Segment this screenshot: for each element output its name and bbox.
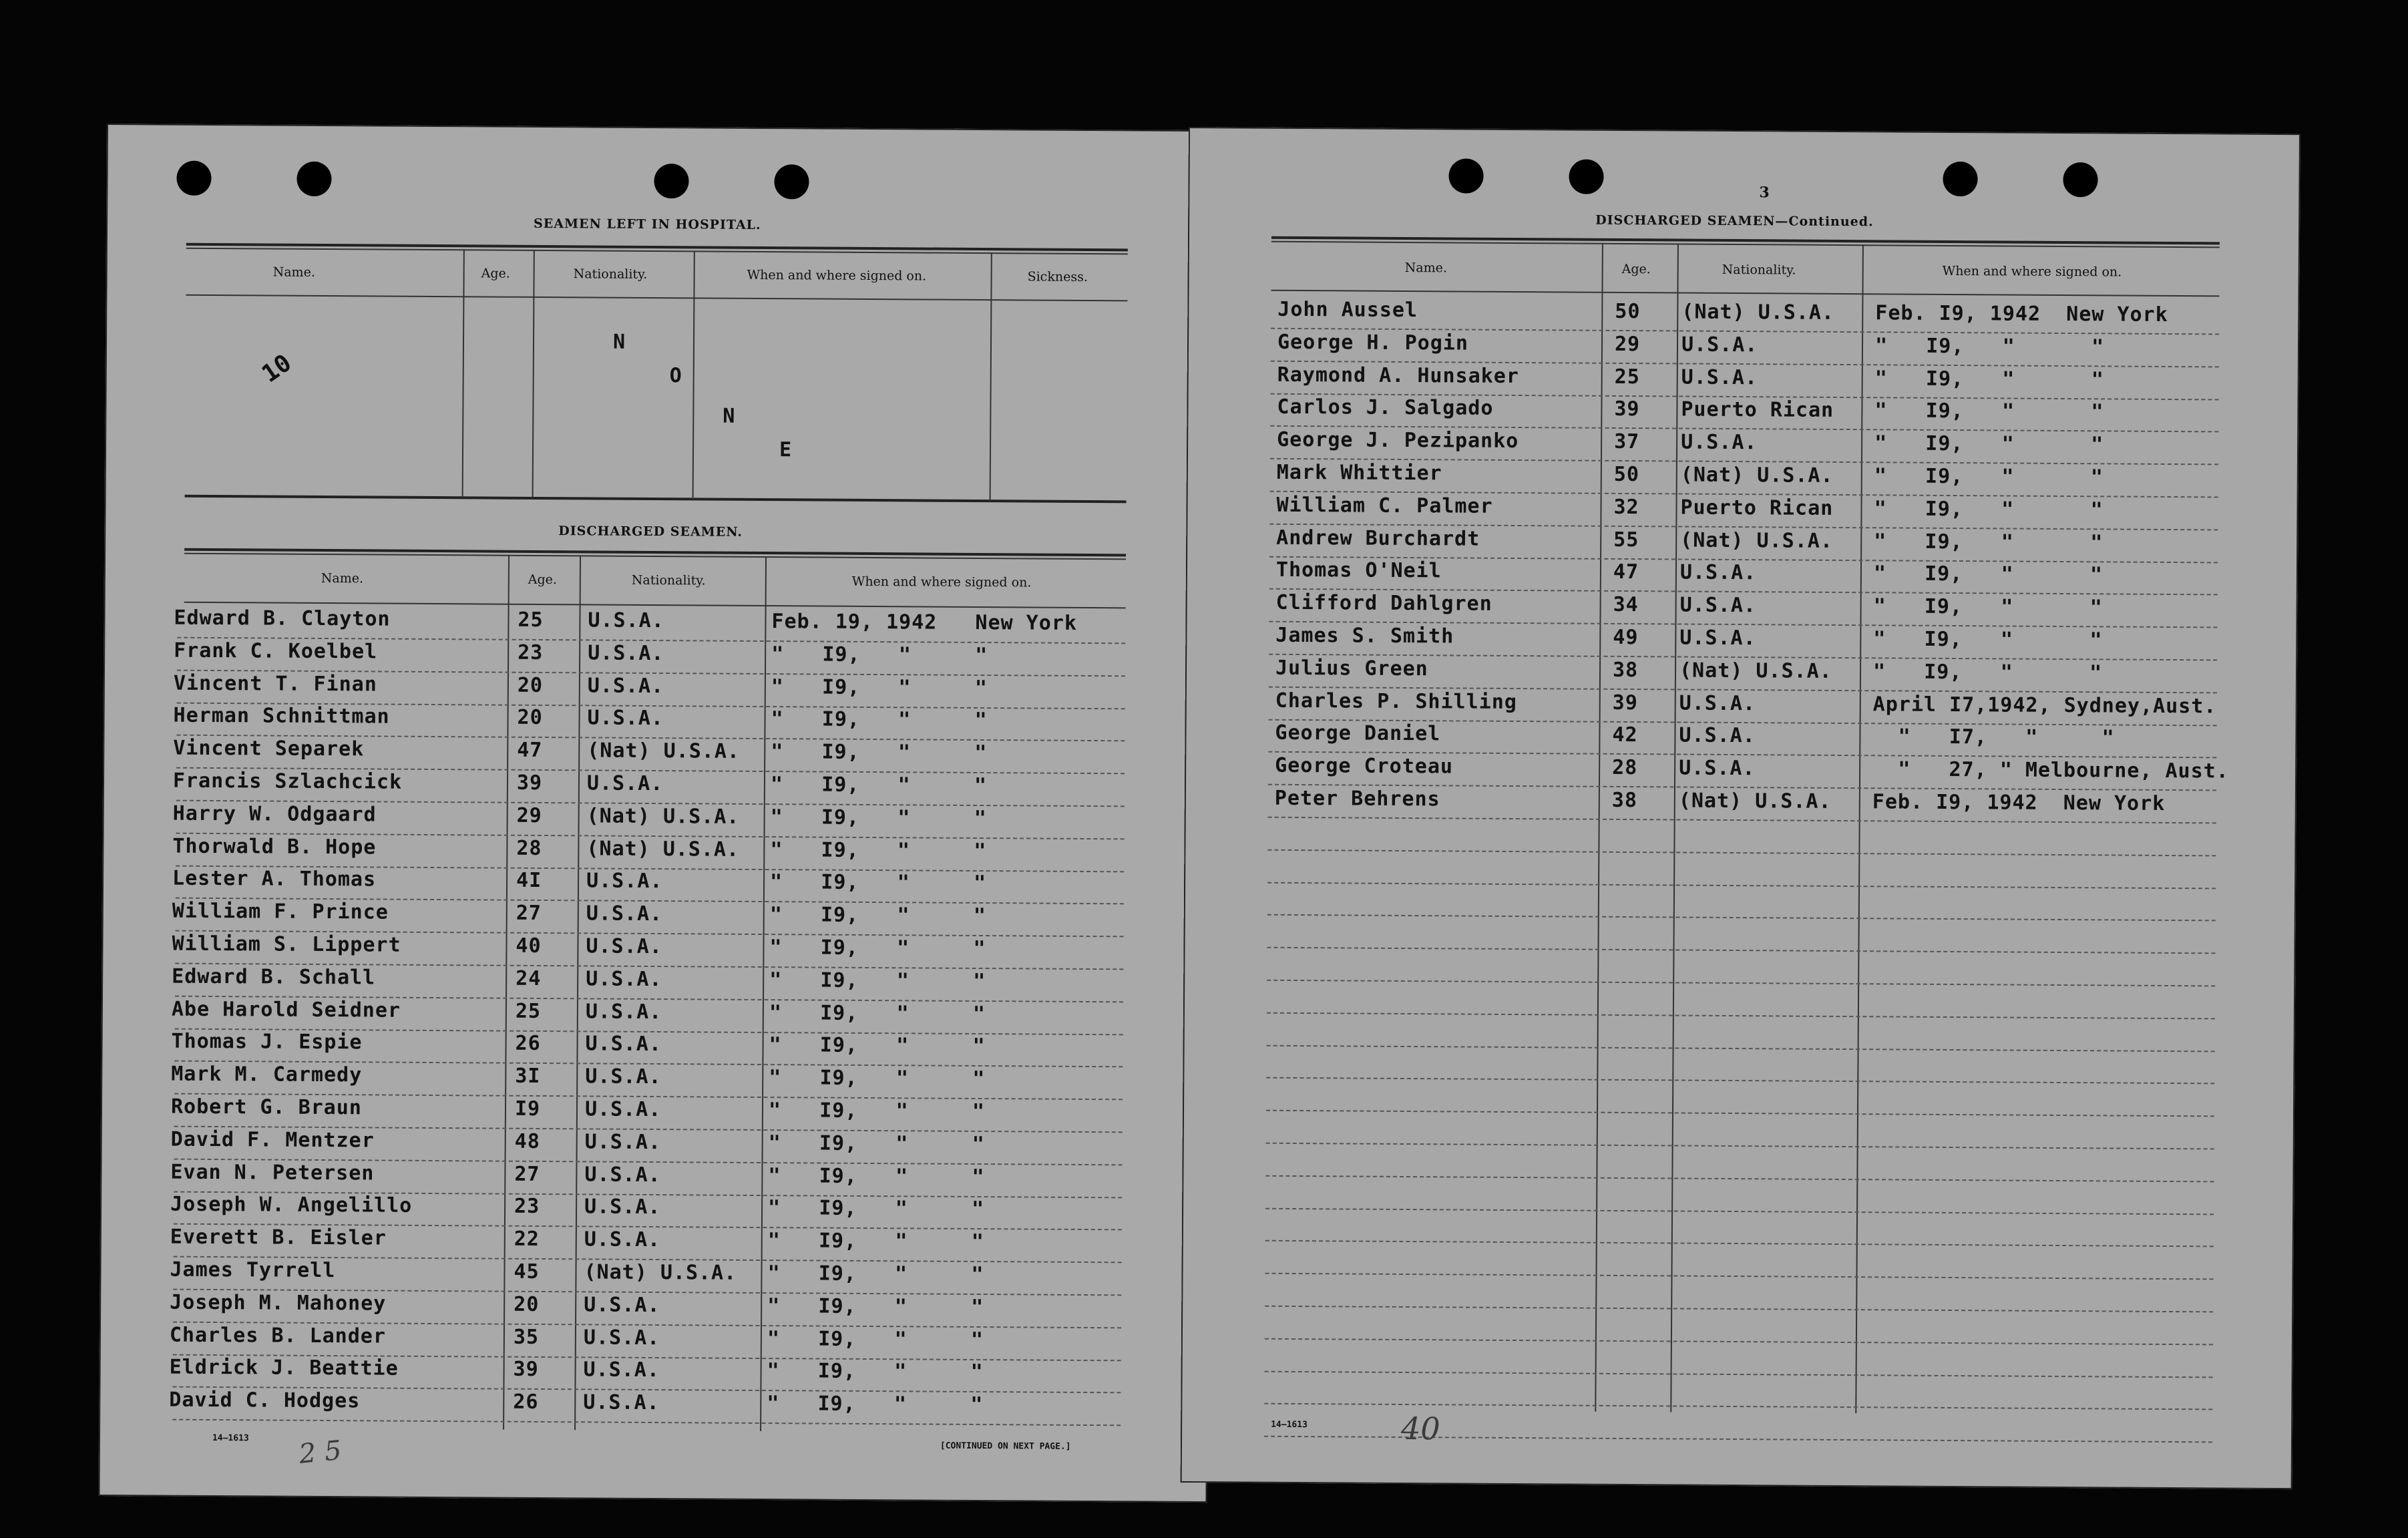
seaman-signed-on: " I9, " "	[767, 1196, 985, 1221]
seaman-age: 24	[516, 966, 542, 990]
seaman-nationality: (Nat) U.S.A.	[584, 1260, 737, 1285]
seaman-nationality: U.S.A.	[586, 934, 662, 959]
seaman-signed-on: " I9, " "	[770, 773, 988, 798]
table-rule	[185, 495, 1127, 504]
seaman-age: 28	[516, 836, 542, 860]
row-rule	[1265, 1370, 2213, 1378]
seaman-nationality: U.S.A.	[583, 1390, 660, 1415]
seaman-nationality: Puerto Rican	[1680, 496, 1834, 520]
column-divider	[990, 252, 992, 501]
row-rule	[1266, 1110, 2214, 1117]
seaman-age: 4I	[516, 869, 542, 893]
col-signed-on: When and where signed on.	[851, 574, 1032, 590]
punch-hole	[176, 161, 211, 196]
seaman-name: Charles P. Shilling	[1275, 689, 1518, 714]
col-age: Age.	[481, 266, 510, 281]
seaman-signed-on: April I7,1942, Sydney,Aust.	[1872, 692, 2217, 719]
seaman-nationality: U.S.A.	[1679, 723, 1756, 748]
right-page	[1181, 127, 2300, 1489]
row-rule	[1266, 1077, 2214, 1085]
seaman-name: James S. Smith	[1275, 623, 1454, 648]
seaman-signed-on: " I9, " "	[769, 1033, 986, 1059]
seaman-nationality: U.S.A.	[587, 706, 664, 731]
stamp-letter: N	[612, 330, 626, 354]
seaman-signed-on: " I9, " "	[1874, 529, 2103, 554]
seaman-age: 34	[1613, 593, 1639, 617]
stamp-letter: N	[723, 404, 735, 428]
seaman-name: William C. Palmer	[1276, 493, 1493, 518]
seaman-signed-on: " I9, " "	[1873, 562, 2103, 587]
seaman-name: John Aussel	[1277, 297, 1418, 323]
seaman-age: 47	[1613, 560, 1639, 584]
seaman-nationality: U.S.A.	[1679, 691, 1756, 715]
column-divider	[692, 250, 695, 499]
seaman-age: 20	[514, 1292, 540, 1316]
column-divider	[462, 249, 465, 498]
punch-hole	[1569, 159, 1603, 194]
handwritten-note: 2 5	[297, 1434, 343, 1471]
seaman-nationality: Puerto Rican	[1681, 397, 1834, 423]
seaman-age: 20	[517, 673, 544, 697]
seaman-name: Frank C. Koelbel	[174, 638, 378, 664]
left-page	[98, 124, 1215, 1503]
seaman-nationality: (Nat) U.S.A.	[1680, 463, 1834, 488]
seaman-nationality: U.S.A.	[586, 869, 663, 894]
seaman-name: Thomas J. Espie	[171, 1030, 363, 1054]
seaman-name: George Daniel	[1275, 721, 1441, 746]
seaman-signed-on: " I9, " "	[1874, 334, 2105, 359]
row-rule	[1265, 1240, 2214, 1247]
row-rule	[1267, 947, 2215, 954]
seaman-nationality: U.S.A.	[584, 1130, 662, 1154]
handwritten-note: 40	[1400, 1410, 1440, 1447]
continued-note: [CONTINUED ON NEXT PAGE.]	[940, 1440, 1071, 1452]
seaman-nationality: U.S.A.	[584, 1162, 661, 1187]
seaman-age: 28	[1612, 756, 1638, 780]
seaman-age: 25	[515, 999, 542, 1023]
seaman-signed-on: " I9, " "	[1874, 431, 2104, 457]
seaman-nationality: U.S.A.	[583, 1358, 660, 1382]
column-divider	[532, 250, 535, 498]
seaman-signed-on: " I9, " "	[1873, 594, 2103, 620]
punch-hole	[296, 162, 331, 196]
col-name: Name.	[272, 264, 315, 280]
seaman-name: Francis Szlachcick	[172, 769, 403, 794]
seaman-nationality: U.S.A.	[588, 608, 664, 633]
seaman-signed-on: " I9, " "	[767, 1392, 984, 1417]
seaman-signed-on: " I9, " "	[770, 805, 987, 830]
seaman-nationality: U.S.A.	[587, 674, 664, 698]
seaman-nationality: U.S.A.	[585, 1032, 662, 1056]
seaman-age: 45	[514, 1260, 540, 1284]
seaman-age: 39	[513, 1358, 539, 1382]
seaman-signed-on: " I9, " "	[767, 1294, 984, 1319]
seaman-name: David C. Hodges	[169, 1388, 361, 1413]
seaman-nationality: U.S.A.	[584, 1195, 661, 1219]
seaman-name: Julius Green	[1275, 656, 1428, 681]
seaman-name: Andrew Burchardt	[1276, 526, 1480, 551]
seaman-signed-on: " I9, " "	[1874, 464, 2104, 490]
seaman-name: George Croteau	[1275, 753, 1454, 779]
seaman-age: 39	[1614, 397, 1640, 421]
seaman-nationality: U.S.A.	[1679, 626, 1756, 650]
seaman-name: Vincent Separek	[173, 736, 365, 761]
seaman-name: Clifford Dahlgren	[1275, 590, 1492, 616]
punch-hole	[654, 164, 688, 198]
row-rule	[1265, 1306, 2213, 1313]
seaman-name: James Tyrrell	[170, 1258, 336, 1283]
seaman-nationality: (Nat) U.S.A.	[1680, 528, 1834, 553]
row-rule	[1265, 1338, 2213, 1346]
seaman-name: Carlos J. Salgado	[1277, 395, 1494, 421]
seaman-name: Abe Harold Seidner	[171, 997, 401, 1022]
seaman-name: William S. Lippert	[172, 932, 401, 957]
seaman-name: Thomas O'Neil	[1275, 558, 1442, 583]
seaman-nationality: U.S.A.	[585, 999, 662, 1024]
seaman-signed-on: " I9, " "	[1873, 627, 2103, 652]
seaman-nationality: U.S.A.	[1681, 333, 1758, 357]
seaman-name: Everett B. Eisler	[170, 1225, 387, 1250]
seaman-nationality: U.S.A.	[584, 1097, 662, 1122]
col-name: Name.	[1404, 260, 1448, 276]
col-nationality: Nationality.	[573, 266, 648, 282]
seaman-name: Mark M. Carmedy	[171, 1062, 363, 1087]
col-nationality: Nationality.	[1722, 262, 1796, 278]
seaman-age: 55	[1613, 528, 1639, 552]
seaman-name: Joseph W. Angelillo	[170, 1193, 413, 1218]
seaman-signed-on: " I9, " "	[771, 642, 988, 667]
seaman-age: 47	[517, 738, 543, 763]
seaman-age: 32	[1613, 495, 1639, 519]
punch-hole	[1448, 158, 1483, 193]
seaman-age: I9	[514, 1097, 541, 1121]
seaman-name: Peter Behrens	[1274, 786, 1440, 811]
row-rule	[1264, 1403, 2212, 1410]
seaman-age: 20	[517, 706, 543, 730]
row-rule	[1265, 1273, 2214, 1280]
seaman-signed-on: " I7, " "	[1872, 725, 2115, 750]
seaman-age: 38	[1612, 658, 1639, 682]
seaman-age: 49	[1613, 625, 1639, 650]
form-number: 14—1613	[212, 1433, 249, 1444]
seaman-age: 25	[518, 608, 544, 632]
seaman-name: Robert G. Braun	[170, 1095, 363, 1120]
seaman-signed-on: " I9, " "	[769, 903, 986, 928]
seaman-signed-on: " I9, " "	[771, 740, 988, 765]
seaman-name: Eldrick J. Beattie	[169, 1355, 399, 1381]
seaman-signed-on: Feb. I9, 1942 New York	[1872, 790, 2166, 815]
seaman-name: Joseph M. Mahoney	[170, 1290, 387, 1316]
stamp-letter: O	[669, 364, 682, 388]
seaman-signed-on: " I9, " "	[769, 1066, 986, 1091]
seaman-signed-on: Feb. I9, 1942 New York	[1875, 301, 2168, 327]
seaman-name: George H. Pogin	[1277, 330, 1469, 355]
seaman-age: 39	[1612, 691, 1638, 715]
seaman-signed-on: " I9, " "	[1874, 399, 2104, 424]
seaman-signed-on: " I9, " "	[767, 1326, 984, 1352]
seaman-nationality: U.S.A.	[586, 771, 664, 796]
seaman-name: Lester A. Thomas	[172, 867, 377, 892]
row-rule	[1267, 1044, 2215, 1052]
seaman-name: Herman Schnittman	[173, 704, 390, 729]
seaman-age: 26	[513, 1390, 539, 1414]
seaman-nationality: U.S.A.	[583, 1325, 660, 1350]
seaman-name: Evan N. Petersen	[170, 1160, 375, 1185]
seaman-nationality: (Nat) U.S.A.	[1678, 789, 1832, 813]
stamp-letter: E	[779, 438, 792, 462]
seaman-name: Mark Whittier	[1276, 460, 1442, 486]
seaman-signed-on: " I9, " "	[769, 1000, 986, 1026]
row-rule	[1267, 914, 2216, 922]
col-name: Name.	[321, 570, 364, 586]
seaman-signed-on: " I9, " "	[769, 936, 986, 961]
row-rule	[1267, 1012, 2215, 1020]
seaman-age: 23	[514, 1195, 540, 1219]
col-age: Age.	[528, 572, 558, 588]
seaman-name: Raymond A. Hunsaker	[1277, 363, 1520, 388]
seaman-age: 25	[1614, 365, 1640, 389]
seaman-nationality: U.S.A.	[1681, 365, 1758, 389]
stamp-mark: 10	[256, 349, 296, 389]
seaman-nationality: U.S.A.	[586, 967, 662, 991]
discharged-section-title: DISCHARGED SEAMEN.	[558, 524, 743, 540]
hospital-section-title: SEAMEN LEFT IN HOSPITAL.	[534, 216, 761, 232]
punch-hole	[2063, 162, 2097, 197]
seaman-signed-on: " I9, " "	[768, 1163, 985, 1189]
seaman-name: Thorwald B. Hope	[172, 834, 377, 859]
seaman-age: 22	[514, 1227, 540, 1252]
punch-hole	[774, 164, 809, 199]
seaman-age: 26	[515, 1032, 541, 1056]
col-sickness: Sickness.	[1027, 269, 1088, 284]
seaman-age: 39	[516, 771, 543, 795]
seaman-nationality: U.S.A.	[585, 1065, 662, 1089]
seaman-nationality: (Nat) U.S.A.	[1679, 658, 1832, 683]
col-age: Age.	[1621, 261, 1651, 277]
seaman-age: 40	[516, 934, 542, 958]
seaman-signed-on: " I9, " "	[1872, 660, 2103, 685]
row-rule	[1267, 882, 2216, 889]
seaman-name: Edward B. Schall	[172, 964, 376, 990]
seaman-signed-on: " I9, " "	[769, 968, 986, 993]
seaman-signed-on: " I9, " "	[1874, 497, 2103, 522]
row-rule	[1267, 849, 2216, 857]
discharged-continued-title: DISCHARGED SEAMEN—Continued.	[1595, 212, 1874, 230]
seaman-signed-on: " I9, " "	[771, 675, 988, 700]
row-rule	[1267, 980, 2215, 987]
table-rule	[186, 295, 1127, 302]
seaman-signed-on: " I9, " "	[767, 1262, 984, 1287]
seaman-name: Harry W. Odgaard	[172, 801, 377, 827]
row-rule	[1266, 1143, 2214, 1150]
seaman-name: Charles B. Lander	[169, 1323, 387, 1348]
punch-hole	[1943, 162, 1977, 196]
seaman-age: 23	[518, 640, 544, 664]
seaman-nationality: U.S.A.	[584, 1293, 660, 1317]
seaman-age: 50	[1613, 462, 1640, 487]
seaman-nationality: U.S.A.	[1681, 430, 1758, 455]
seaman-signed-on: " I9, " "	[767, 1359, 984, 1384]
seaman-signed-on: " 27, " Melbourne, Aust.	[1872, 757, 2229, 783]
seaman-name: George J. Pezipanko	[1277, 428, 1519, 453]
seaman-nationality: U.S.A.	[1679, 560, 1757, 585]
col-signed-on: When and where signed on.	[747, 267, 927, 284]
seaman-age: 35	[513, 1325, 540, 1349]
seaman-nationality: (Nat) U.S.A.	[1681, 300, 1835, 325]
seaman-signed-on: " I9, " "	[768, 1131, 985, 1156]
seaman-nationality: U.S.A.	[1679, 593, 1757, 618]
seaman-nationality: (Nat) U.S.A.	[587, 739, 741, 763]
seaman-age: 38	[1611, 788, 1638, 813]
seaman-signed-on: " I9, " "	[1874, 366, 2104, 391]
seaman-age: 3I	[515, 1064, 541, 1089]
seaman-signed-on: " I9, " "	[769, 870, 987, 896]
seaman-age: 37	[1614, 430, 1640, 454]
seaman-age: 48	[514, 1129, 540, 1153]
seaman-nationality: (Nat) U.S.A.	[586, 804, 740, 829]
seaman-age: 27	[514, 1162, 540, 1186]
table-rule	[1271, 290, 2220, 297]
seaman-nationality: U.S.A.	[588, 641, 664, 665]
form-number: 14—1613	[1271, 1419, 1308, 1430]
seaman-age: 50	[1615, 299, 1641, 324]
row-rule	[1265, 1175, 2214, 1183]
seaman-nationality: U.S.A.	[584, 1227, 661, 1252]
row-rule	[1265, 1207, 2214, 1215]
seaman-age: 29	[1614, 332, 1641, 356]
seaman-name: Edward B. Clayton	[174, 606, 391, 631]
seaman-name: Vincent T. Finan	[173, 671, 377, 697]
col-signed-on: When and where signed on.	[1942, 263, 2122, 280]
seaman-nationality: (Nat) U.S.A.	[586, 837, 740, 861]
seaman-signed-on: " I9, " "	[768, 1099, 986, 1124]
seaman-nationality: U.S.A.	[586, 902, 663, 926]
seaman-age: 27	[516, 901, 542, 926]
seaman-name: William F. Prince	[172, 899, 389, 924]
seaman-nationality: U.S.A.	[1679, 756, 1756, 781]
seaman-signed-on: " I9, " "	[770, 837, 987, 863]
seaman-name: David F. Mentzer	[170, 1127, 375, 1153]
seaman-signed-on: " I9, " "	[767, 1229, 984, 1254]
page-number: 3	[1759, 184, 1770, 202]
seaman-signed-on: " I9, " "	[771, 707, 988, 733]
seaman-age: 42	[1612, 723, 1638, 747]
seaman-age: 29	[516, 803, 542, 827]
col-nationality: Nationality.	[631, 572, 706, 588]
seaman-signed-on: Feb. 19, 1942 New York	[771, 610, 1078, 635]
